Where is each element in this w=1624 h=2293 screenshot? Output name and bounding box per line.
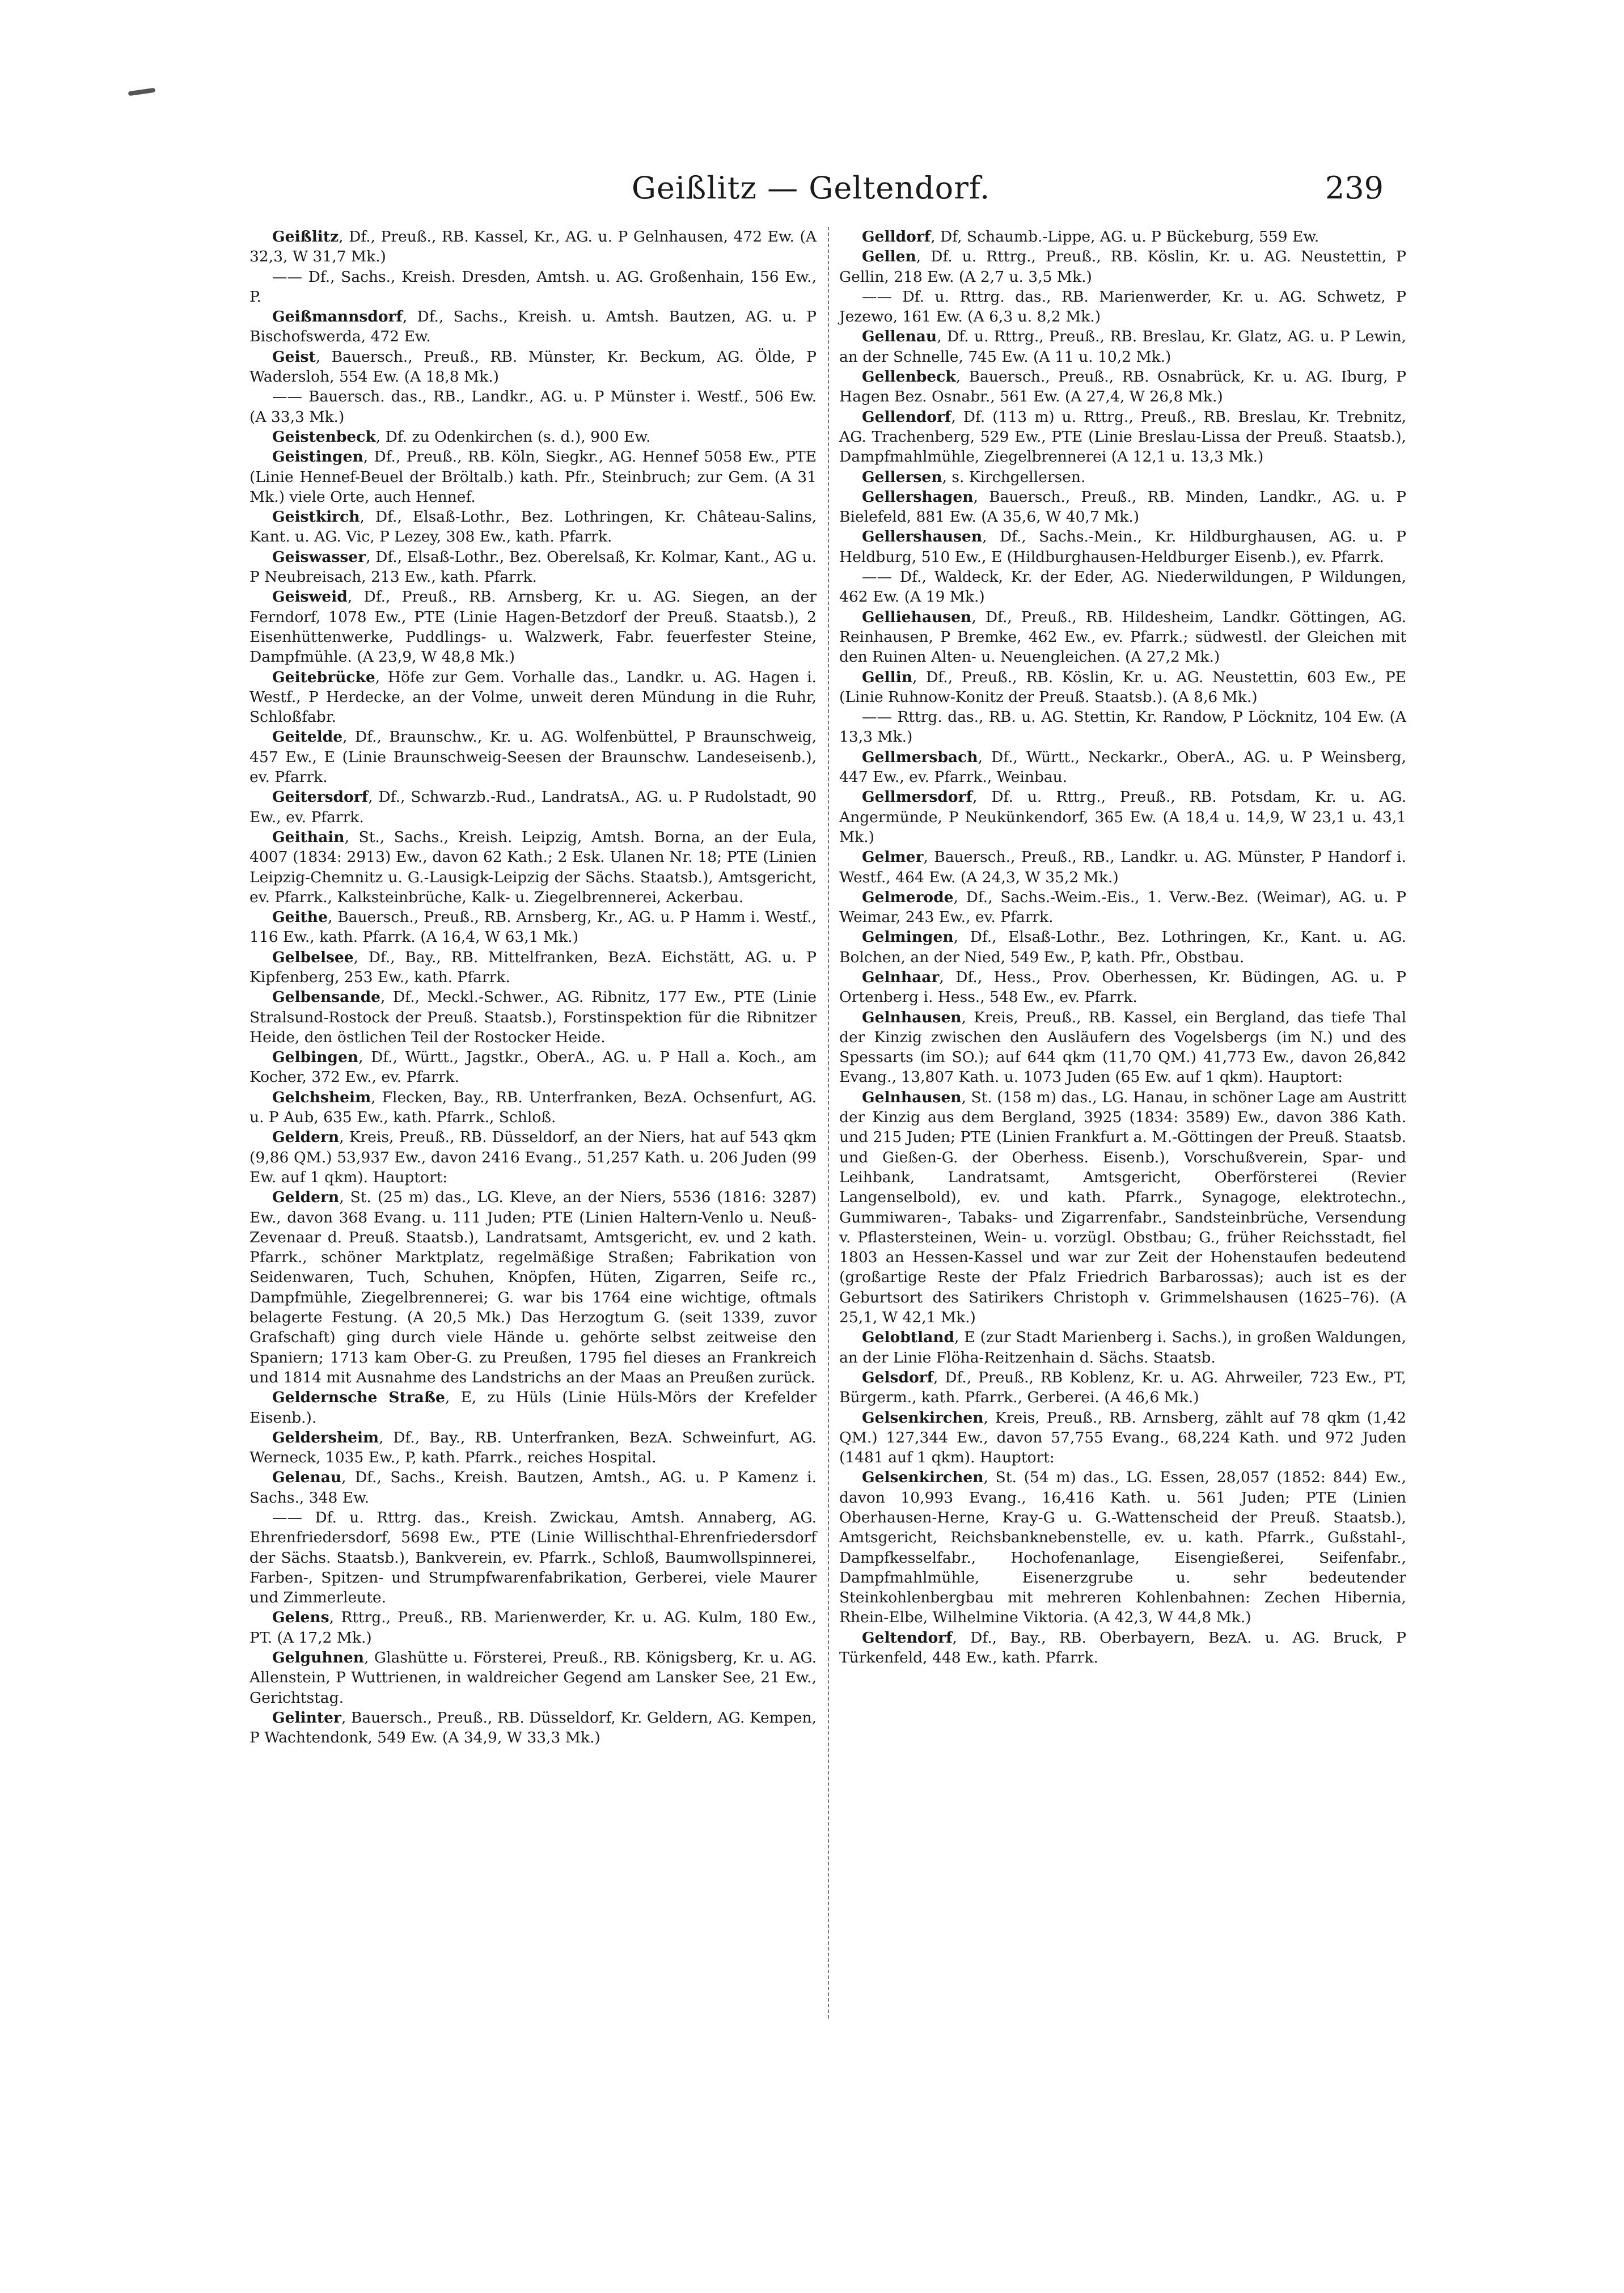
entry-headword: Geistenbeck	[272, 428, 376, 446]
scan-speck-mark	[128, 88, 156, 96]
entry-headword: Gelmer	[862, 848, 924, 866]
entry-text: , Kreis, Preuß., RB. Arnsberg, zählt auf 78 qkm (1,42 QM.) 127,344 Ew., davon 57,755 Evang., 68,224 Kath. und 972 Juden (1481 auf 1 qkm). Hauptort:	[839, 1408, 1406, 1467]
right-column	[839, 227, 1406, 1668]
gazetteer-entry	[839, 467, 1406, 487]
gazetteer-entry	[249, 447, 817, 507]
entry-text: , Df, Schaumb.-Lippe, AG. u. P Bückeburg, 559 Ew.	[931, 228, 1320, 246]
entry-headword: Gellersen	[862, 468, 942, 486]
entry-text: , Glashütte u. Försterei, Preuß., RB. Königsberg, Kr. u. AG. Allenstein, P Wuttrienen, in waldreicher Gegend am Lansker See, 21 Ew., Gerichtstag.	[249, 1649, 817, 1707]
entry-headword: Gelchsheim	[272, 1088, 371, 1106]
gazetteer-entry	[839, 1008, 1406, 1088]
entry-text: , E (zur Stadt Marienberg i. Sachs.), in großen Waldungen, an der Linie Flöha-Reitzenhain d. Sächs. Staatsb.	[839, 1329, 1406, 1367]
entry-text: , St. (158 m) das., LG. Hanau, in schöner Lage am Austritt der Kinzig aus dem Bergland, 3925 (1834: 3589) Ew., davon 386 Kath. und 215 Juden; PTE (Linien Frankfurt a. M.-Göttingen der Preuß. Staatsb. und Gießen-G. der Oberhess. Eisenb.), Vorschußverein, Spar- und Leihbank, Landratsamt, Amtsgericht, Oberförsterei (Revier Langenselbold), ev. und kath. Pfarrk., Synagoge, elektrotechn., Gummiwaren-, Tabaks- und Zigarrenfabr., Sandsteinbrüche, Versendung v. Pflastersteinen, Wein- u. vorzügl. Obstbau; G., früher Reichsstadt, fiel 1803 an Hessen-Kassel und war zur Zeit der Hohenstaufen bedeutend (großartige Reste der Pfalz Friedrich Barbarossas); auch ist es der Geburtsort des Satirikers Christoph v. Grimmelshausen (1625–76). (A 25,1, W 42,1 Mk.)	[839, 1088, 1406, 1327]
entry-headword: Gelsenkirchen	[862, 1469, 984, 1487]
entry-text: , Df. zu Odenkirchen (s. d.), 900 Ew.	[375, 428, 651, 446]
entry-headword: Gellenbeck	[862, 368, 956, 386]
gazetteer-entry	[839, 487, 1406, 527]
entry-headword: Gelenau	[272, 1469, 342, 1487]
entry-text: , St. (54 m) das., LG. Essen, 28,057 (1852: 844) Ew., davon 10,993 Evang., 16,416 Kath. u. 561 Juden; PTE (Linien Oberhausen-Herne, Kray-G u. G.-Wattenscheid der Preuß. Staatsb.), Amtsgericht, Reichsbanknebenstelle, ev. u. kath. Pfarrk., Gußstahl-, Dampfkesselfabr., Hochofenanlage, Eisengießerei, Seifenfabr., Dampfmahlmühle, Eisenerzgrube u. sehr bedeutender Steinkohlenbergbau mit mehreren Kohlenbahnen: Zechen Hibernia, Rhein-Elbe, Wilhelmine Viktoria. (A 42,3, W 44,8 Mk.)	[839, 1469, 1406, 1627]
entry-text: , Df. u. Rttrg., Preuß., RB. Köslin, Kr. u. AG. Neustettin, P Gellin, 218 Ew. (A 2,7 u. 3,5 Mk.)	[839, 248, 1406, 286]
gazetteer-entry	[249, 667, 817, 727]
gazetteer-entry	[249, 1508, 817, 1607]
entry-text: , Kreis, Preuß., RB. Düsseldorf, an der Niers, hat auf 543 qkm (9,86 QM.) 53,937 Ew., davon 2416 Evang., 51,257 Kath. u. 206 Juden (99 Ew. auf 1 qkm). Hauptort:	[249, 1128, 817, 1186]
gazetteer-entry	[249, 827, 817, 907]
entry-text: , Df., Bay., RB. Oberbayern, BezA. u. AG. Bruck, P Türkenfeld, 448 Ew., kath. Pfarrk.	[839, 1628, 1406, 1667]
entry-text: , Df., Sachs., Kreish. Bautzen, Amtsh., AG. u. P Kamenz i. Sachs., 348 Ew.	[249, 1469, 817, 1507]
gazetteer-entry	[249, 947, 817, 988]
gazetteer-entry	[839, 407, 1406, 467]
gazetteer-entry	[839, 1088, 1406, 1328]
gazetteer-entry	[839, 247, 1406, 287]
entry-text: , Df., Preuß., RB. Köslin, Kr. u. AG. Neustettin, 603 Ew., PE (Linie Ruhnow-Konitz der Preuß. Staatsb.). (A 8,6 Mk.)	[839, 668, 1406, 706]
entry-headword: Gelsdorf	[862, 1368, 934, 1386]
entry-text: , Flecken, Bay., RB. Unterfranken, BezA. Ochsenfurt, AG. u. P Aub, 635 Ew., kath. Pfarrk., Schloß.	[249, 1088, 817, 1127]
entry-text: —— Bauersch. das., RB., Landkr., AG. u. P Münster i. Westf., 506 Ew. (A 33,3 Mk.)	[249, 388, 817, 426]
entry-headword: Geldern	[272, 1128, 340, 1146]
gazetteer-entry	[839, 967, 1406, 1008]
entry-headword: Geißmannsdorf	[272, 308, 403, 326]
gazetteer-entry	[249, 547, 817, 587]
entry-text: , Df., Sachs.-Weim.-Eis., 1. Verw.-Bez. (Weimar), AG. u. P Weimar, 243 Ew., ev. Pfarrk.	[839, 888, 1406, 926]
entry-text: —— Df. u. Rttrg. das., RB. Marienwerder, Kr. u. AG. Schwetz, P Jezewo, 161 Ew. (A 6,3 u. 8,2 Mk.)	[839, 287, 1406, 326]
gazetteer-entry	[249, 1708, 817, 1748]
entry-headword: Geitebrücke	[272, 668, 375, 686]
entry-text: , Bauersch., Preuß., RB. Münster, Kr. Beckum, AG. Ölde, P Wadersloh, 554 Ew. (A 18,8 Mk.)	[249, 348, 817, 386]
entry-headword: Gellin	[862, 668, 912, 686]
gazetteer-entry	[249, 1047, 817, 1088]
entry-text: , Bauersch., Preuß., RB. Osnabrück, Kr. u. AG. Iburg, P Hagen Bez. Osnabr., 561 Ew. (A 27,4, W 26,8 Mk.)	[839, 368, 1406, 406]
gazetteer-entry	[839, 927, 1406, 967]
entry-headword: Geistingen	[272, 448, 363, 466]
gazetteer-entry	[839, 367, 1406, 407]
gazetteer-entry	[839, 327, 1406, 367]
gazetteer-entry	[249, 1187, 817, 1387]
entry-text: , Bauersch., Preuß., RB., Landkr. u. AG. Münster, P Handorf i. Westf., 464 Ew. (A 24,3, W 35,2 Mk.)	[839, 848, 1406, 886]
entry-text: , Df., Elsaß-Lothr., Bez. Lothringen, Kr., Kant. u. AG. Bolchen, an der Nied, 549 Ew., P, kath. Pfr., Obstbau.	[839, 928, 1406, 966]
gazetteer-entry	[249, 907, 817, 947]
entry-headword: Geldernsche Straße	[272, 1389, 445, 1407]
entry-text: , Bauersch., Preuß., RB. Düsseldorf, Kr. Geldern, AG. Kempen, P Wachtendonk, 549 Ew. (A 34,9, W 33,3 Mk.)	[249, 1708, 817, 1747]
gazetteer-entry	[839, 1368, 1406, 1408]
entry-headword: Geldern	[272, 1188, 340, 1207]
entry-text: , E, zu Hüls (Linie Hüls-Mörs der Krefelder Eisenb.).	[249, 1389, 817, 1427]
gazetteer-entry	[839, 787, 1406, 847]
entry-headword: Gelnhausen	[862, 1008, 962, 1026]
entry-headword: Gellendorf	[862, 408, 951, 426]
entry-text: —— Df. u. Rttrg. das., Kreish. Zwickau, Amtsh. Annaberg, AG. Ehrenfriedersdorf, 5698 Ew., PTE (Linie Willischthal-Ehrenfriedersdorf der Sächs. Staatsb.), Bankverein, ev. Pfarrk., Schloß, Baumwollspinnerei, Farben-, Spitzen- und Strumpfwarenfabrikation, Gerberei, viele Maurer und Zimmerleute.	[249, 1509, 817, 1607]
entry-text: —— Df., Waldeck, Kr. der Eder, AG. Niederwildungen, P Wildungen, 462 Ew. (A 19 Mk.)	[839, 568, 1406, 606]
entry-headword: Geißlitz	[272, 228, 339, 246]
entry-text: , Df., Bay., RB. Unterfranken, BezA. Schweinfurt, AG. Werneck, 1035 Ew., P, kath. Pfarrk., reiches Hospital.	[249, 1428, 817, 1467]
entry-headword: Geldersheim	[272, 1428, 379, 1446]
entry-headword: Gelguhnen	[272, 1649, 365, 1667]
entry-headword: Gelnhausen	[862, 1088, 962, 1106]
entry-text: , Df. (113 m) u. Rttrg., Preuß., RB. Breslau, Kr. Trebnitz, AG. Trachenberg, 529 Ew., PTE (Linie Breslau-Lissa der Preuß. Staatsb.), Dampfmahlmühle, Ziegelbrennerei (A 12,1 u. 13,3 Mk.)	[839, 408, 1406, 466]
entry-headword: Gellmersdorf	[862, 788, 972, 806]
entry-text: , Bauersch., Preuß., RB. Arnsberg, Kr., AG. u. P Hamm i. Westf., 116 Ew., kath. Pfarrk. (A 16,4, W 63,1 Mk.)	[249, 908, 817, 946]
entry-headword: Gelbingen	[272, 1048, 359, 1067]
entry-headword: Gellmersbach	[862, 748, 978, 766]
entry-headword: Geitelde	[272, 728, 343, 746]
gazetteer-entry	[249, 507, 817, 547]
gazetteer-entry	[249, 387, 817, 427]
gazetteer-entry	[839, 1467, 1406, 1627]
gazetteer-entry	[839, 607, 1406, 667]
gazetteer-entry	[249, 307, 817, 347]
page-header	[238, 170, 1384, 215]
left-column	[249, 227, 817, 1748]
column-divider	[828, 227, 829, 2019]
entry-headword: Gelbensande	[272, 988, 380, 1006]
entry-headword: Geist	[272, 348, 316, 366]
entry-text: , Df. u. Rttrg., Preuß., RB. Potsdam, Kr. u. AG. Angermünde, P Neukünkendorf, 365 Ew. (A 18,4 u. 14,9, W 23,1 u. 43,1 Mk.)	[839, 788, 1406, 846]
entry-text: , St., Sachs., Kreish. Leipzig, Amtsh. Borna, an der Eula, 4007 (1834: 2913) Ew., davon 62 Kath.; 2 Esk. Ulanen Nr. 18; PTE (Linien Leipzig-Chemnitz u. G.-Lausigk-Leipzig der Sächs. Staatsb.), Amtsgericht, ev. Pfarrk., Kalksteinbrüche, Kalk- u. Ziegelbrennerei, Ackerbau.	[249, 828, 817, 906]
entry-text: —— Rttrg. das., RB. u. AG. Stettin, Kr. Randow, P Löcknitz, 104 Ew. (A 13,3 Mk.)	[839, 708, 1406, 746]
gazetteer-entry	[249, 1387, 817, 1428]
gazetteer-entry	[249, 267, 817, 307]
entry-headword: Gelsenkirchen	[862, 1408, 984, 1427]
entry-text: , Kreis, Preuß., RB. Kassel, ein Bergland, das tiefe Thal der Kinzig zwischen den Ausläufern des Vogelsbergs (im N.) und des Spessarts (im SO.); auf 644 qkm (11,70 QM.) 41,773 Ew., davon 26,842 Evang., 13,807 Kath. u. 1073 Juden (65 Ew. auf 1 qkm). Hauptort:	[839, 1008, 1406, 1086]
gazetteer-entry	[249, 1648, 817, 1708]
gazetteer-entry	[249, 1088, 817, 1128]
page-number: 239	[1325, 170, 1384, 206]
gazetteer-entry	[249, 987, 817, 1047]
gazetteer-entry	[839, 887, 1406, 928]
entry-text: , Höfe zur Gem. Vorhalle das., Landkr. u. AG. Hagen i. Westf., P Herdecke, an der Volme, unweit deren Mündung in die Ruhr, Schloßfabr.	[249, 668, 817, 726]
entry-text: , Df., Bay., RB. Mittelfranken, BezA. Eichstätt, AG. u. P Kipfenberg, 253 Ew., kath. Pfarrk.	[249, 948, 817, 986]
entry-text: , Df., Preuß., RB. Kassel, Kr., AG. u. P Gelnhausen, 472 Ew. (A 32,3, W 31,7 Mk.)	[249, 228, 817, 266]
entry-headword: Geithe	[272, 908, 328, 926]
entry-text: , Df., Elsaß-Lothr., Bez. Lothringen, Kr. Château-Salins, Kant. u. AG. Vic, P Lezey, 308 Ew., kath. Pfarrk.	[249, 508, 817, 546]
entry-text: , Df., Preuß., RB. Arnsberg, Kr. u. AG. Siegen, an der Ferndorf, 1078 Ew., PTE (Linie Hagen-Betzdorf der Preuß. Staatsb.), 2 Eisenhüttenwerke, Puddlings- u. Walzwerk, Fabr. feuerfester Steine, Dampfmühle. (A 23,9, W 48,8 Mk.)	[249, 588, 817, 666]
gazetteer-entry	[249, 427, 817, 447]
entry-text: , Df., Württ., Jagstkr., OberA., AG. u. P Hall a. Koch., am Kocher, 372 Ew., ev. Pfarrk.	[249, 1048, 817, 1086]
entry-headword: Gellenau	[862, 328, 937, 346]
entry-headword: Gelldorf	[862, 228, 931, 246]
entry-headword: Gelmerode	[862, 888, 954, 906]
entry-headword: Gelobtland	[862, 1329, 955, 1347]
gazetteer-entry	[839, 1628, 1406, 1668]
entry-text: , Df., Sachs., Kreish. u. Amtsh. Bautzen, AG. u. P Bischofswerda, 472 Ew.	[249, 308, 817, 346]
gazetteer-entry	[839, 667, 1406, 708]
gazetteer-entry	[249, 727, 817, 787]
gazetteer-entry	[839, 747, 1406, 788]
gazetteer-entry	[249, 1127, 817, 1187]
entry-text: , Df., Schwarzb.-Rud., LandratsA., AG. u. P Rudolstadt, 90 Ew., ev. Pfarrk.	[249, 788, 817, 826]
gazetteer-entry	[839, 707, 1406, 747]
entry-headword: Gellen	[862, 248, 916, 266]
entry-text: , Df., Hess., Prov. Oberhessen, Kr. Büdingen, AG. u. P Ortenberg i. Hess., 548 Ew., ev. Pfarrk.	[839, 968, 1406, 1006]
gazetteer-entry	[249, 1607, 817, 1648]
gazetteer-entry	[249, 1428, 817, 1468]
gazetteer-entry	[839, 847, 1406, 887]
entry-headword: Geisweid	[272, 588, 348, 606]
entry-text: , Rttrg., Preuß., RB. Marienwerder, Kr. u. AG. Kulm, 180 Ew., PT. (A 17,2 Mk.)	[249, 1609, 817, 1647]
entry-headword: Gelbelsee	[272, 948, 354, 966]
entry-text: , Df., Preuß., RB. Hildesheim, Landkr. Göttingen, AG. Reinhausen, P Bremke, 462 Ew., ev. Pfarrk.; südwestl. der Gleichen mit den Ruinen Alten- u. Neuengleichen. (A 27,2 Mk.)	[839, 608, 1406, 666]
entry-headword: Geitersdorf	[272, 788, 369, 806]
gazetteer-entry	[249, 347, 817, 387]
gazetteer-entry	[839, 527, 1406, 567]
entry-text: , Df., Württ., Neckarkr., OberA., AG. u. P Weinsberg, 447 Ew., ev. Pfarrk., Weinbau.	[839, 748, 1406, 786]
entry-headword: Gellershagen	[862, 488, 974, 506]
gazetteer-entry	[839, 567, 1406, 607]
entry-text: —— Df., Sachs., Kreish. Dresden, Amtsh. u. AG. Großenhain, 156 Ew., P.	[249, 268, 817, 306]
entry-text: , St. (25 m) das., LG. Kleve, an der Niers, 5536 (1816: 3287) Ew., davon 368 Evang. u. 111 Juden; PTE (Linien Haltern-Venlo u. Neuß-Zevenaar d. Preuß. Staatsb.), Landratsamt, Amtsgericht, ev. und 2 kath. Pfarrk., schöner Marktplatz, regelmäßige Straßen; Fabrikation von Seidenwaren, Tuch, Schuhen, Knöpfen, Hüten, Zigarren, Seife rc., Dampfmühle, Ziegelbrennerei; G. war bis 1764 eine wichtige, oftmals belagerte Festung. (A 20,5 Mk.) Das Herzogtum G. (seit 1339, zuvor Grafschaft) ging durch viele Hände u. gehörte selbst zeitweise den Spaniern; 1713 kam Ober-G. zu Preußen, 1795 fiel dieses an Frankreich und 1814 mit Ausnahme des Landstrichs an der Maas an Preußen zurück.	[249, 1188, 817, 1386]
gazetteer-entry	[839, 1408, 1406, 1468]
entry-headword: Geltendorf	[862, 1628, 953, 1647]
gazetteer-entry	[839, 1327, 1406, 1368]
entry-text: , Bauersch., Preuß., RB. Minden, Landkr., AG. u. P Bielefeld, 881 Ew. (A 35,6, W 40,7 Mk.)	[839, 488, 1406, 526]
entry-headword: Gellershausen	[862, 528, 983, 546]
gazetteer-entry	[249, 227, 817, 267]
entry-headword: Gelnhaar	[862, 968, 940, 986]
entry-text: , Df., Braunschw., Kr. u. AG. Wolfenbüttel, P Braunschweig, 457 Ew., E (Linie Braunschweig-Seesen der Braunschw. Landeseisenb.), ev. Pfarrk.	[249, 728, 817, 786]
entry-text: , Df., Preuß., RB Koblenz, Kr. u. AG. Ahrweiler, 723 Ew., PT, Bürgerm., kath. Pfarrk., Gerberei. (A 46,6 Mk.)	[839, 1368, 1406, 1407]
entry-headword: Gelliehausen	[862, 608, 972, 626]
gazetteer-entry	[839, 287, 1406, 327]
gazetteer-entry	[249, 1467, 817, 1508]
entry-text: , s. Kirchgellersen.	[942, 468, 1086, 486]
entry-text: , Df., Sachs.-Mein., Kr. Hildburghausen, AG. u. P Heldburg, 510 Ew., E (Hildburghausen-Heldburger Eisenb.), ev. Pfarrk.	[839, 528, 1406, 566]
entry-headword: Geiswasser	[272, 548, 366, 566]
entry-text: , Df. u. Rttrg., Preuß., RB. Breslau, Kr. Glatz, AG. u. P Lewin, an der Schnelle, 745 Ew. (A 11 u. 10,2 Mk.)	[839, 328, 1406, 366]
entry-text: , Df., Meckl.-Schwer., AG. Ribnitz, 177 Ew., PTE (Linie Stralsund-Rostock der Preuß. Staatsb.), Forstinspektion für die Ribnitzer Heide, den östlichen Teil der Rostocker Heide.	[249, 988, 817, 1046]
entry-headword: Gelens	[272, 1609, 329, 1627]
entry-text: , Df., Preuß., RB. Köln, Siegkr., AG. Hennef 5058 Ew., PTE (Linie Hennef-Beuel der Bröltalb.) kath. Pfr., Steinbruch; zur Gem. (A 31 Mk.) viele Orte, auch Hennef.	[249, 448, 817, 506]
entry-headword: Geithain	[272, 828, 345, 846]
entry-headword: Gelinter	[272, 1708, 341, 1727]
page-title: Geißlitz — Geltendorf.	[631, 170, 991, 206]
entry-text: , Df., Elsaß-Lothr., Bez. Oberelsaß, Kr. Kolmar, Kant., AG u. P Neubreisach, 213 Ew., kath. Pfarrk.	[249, 548, 817, 586]
gazetteer-entry	[249, 787, 817, 827]
entry-headword: Geistkirch	[272, 508, 360, 526]
entry-headword: Gelmingen	[862, 928, 954, 946]
gazetteer-entry	[249, 587, 817, 667]
gazetteer-entry	[839, 227, 1406, 247]
